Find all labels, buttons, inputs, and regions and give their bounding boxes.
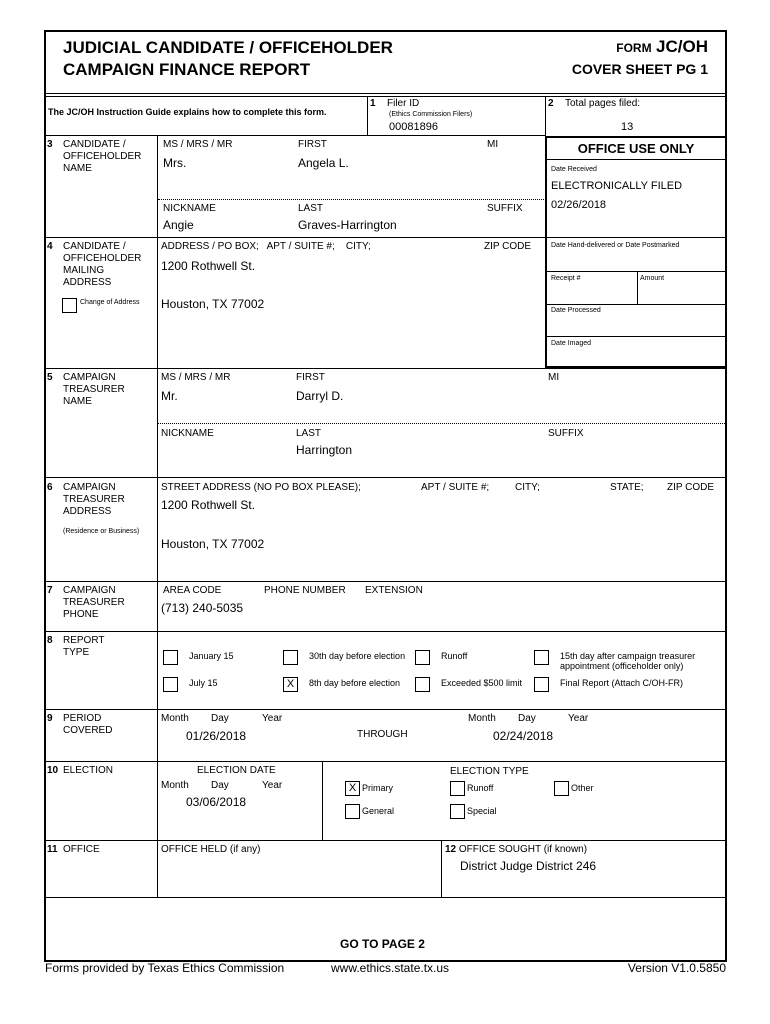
period-to-date[interactable]: 02/24/2018 (493, 729, 554, 743)
pages-label: Total pages filed: (565, 98, 641, 109)
sec8-label: REPORT TYPE (63, 635, 105, 658)
frame-top (44, 30, 727, 32)
treasurer-street[interactable]: 1200 Rothwell St. (161, 498, 256, 512)
candidate-city[interactable]: Houston, TX 77002 (161, 297, 265, 311)
form-id: JC/OH (656, 37, 708, 56)
sec7-num: 7 (47, 585, 53, 596)
sec9-h-year-to: Year (568, 713, 589, 724)
sec4-h-zip: ZIP CODE (484, 241, 532, 252)
sec6-sublabel: (Residence or Business) (63, 528, 140, 535)
filer-label: Filer ID (387, 98, 420, 109)
sec7-h-phone: PHONE NUMBER (264, 585, 346, 596)
date-imaged-label: Date Imaged (551, 340, 592, 347)
footer-website-link[interactable]: www.ethics.state.tx.us (331, 961, 450, 975)
election-general-checkbox[interactable] (345, 804, 360, 819)
through-label: THROUGH (357, 729, 408, 740)
sec5-label: CAMPAIGN TREASURER NAME (63, 372, 125, 407)
candidate-street[interactable]: 1200 Rothwell St. (161, 259, 256, 273)
report-exceeded-label: Exceeded $500 limit (441, 678, 523, 688)
sec8-num: 8 (47, 635, 53, 646)
treasurer-last-name[interactable]: Harrington (296, 443, 353, 457)
treasurer-prefix[interactable]: Mr. (161, 389, 178, 403)
election-special-label: Special (467, 806, 497, 816)
sec6-h-street: STREET ADDRESS (NO PO BOX PLEASE); (161, 482, 361, 493)
report-15day-label: 15th day after campaign treasurer appointment (officeholder only) (560, 651, 696, 671)
sec10-h-day: Day (211, 780, 229, 791)
candidate-prefix[interactable]: Mrs. (163, 156, 187, 170)
election-special-checkbox[interactable] (450, 804, 465, 819)
candidate-nickname[interactable]: Angie (163, 218, 194, 232)
sec4-h-address: ADDRESS / PO BOX; APT / SUITE #; CITY; (161, 241, 371, 252)
pages-num: 2 (548, 98, 554, 109)
election-other-checkbox[interactable] (554, 781, 569, 796)
sec7-h-area: AREA CODE (163, 585, 222, 596)
sec6-h-apt: APT / SUITE #; (421, 482, 490, 493)
sec10-num: 10 (47, 765, 59, 776)
sec10-label: ELECTION (63, 765, 114, 776)
sec6-h-city: CITY; (515, 482, 540, 493)
report-8day-label: 8th day before election (309, 678, 401, 688)
sec12-num: 12 (445, 844, 457, 855)
form-label: FORM (616, 41, 652, 55)
sec10-h-month: Month (161, 780, 189, 791)
sec10-h-year: Year (262, 780, 283, 791)
report-runoff-label: Runoff (441, 651, 468, 661)
sec11-label: OFFICE (63, 844, 100, 855)
sec9-h-day-from: Day (211, 713, 229, 724)
amount-label: Amount (640, 275, 665, 282)
report-jul15-checkbox[interactable] (163, 677, 178, 692)
sec5-h-first: FIRST (296, 372, 325, 383)
sec5-h-prefix: MS / MRS / MR (161, 372, 231, 383)
office-sought-value[interactable]: District Judge District 246 (460, 859, 597, 873)
form-title-line2: CAMPAIGN FINANCE REPORT (63, 60, 311, 79)
treasurer-phone[interactable]: (713) 240-5035 (161, 601, 244, 615)
sec4-num: 4 (47, 241, 53, 252)
sec11-num: 11 (47, 844, 58, 855)
sec5-num: 5 (47, 372, 53, 383)
treasurer-city[interactable]: Houston, TX 77002 (161, 537, 265, 551)
report-jan15-label: January 15 (189, 651, 234, 661)
sec7-h-ext: EXTENSION (365, 585, 423, 596)
sec3-h-mi: MI (487, 139, 499, 150)
sec6-num: 6 (47, 482, 53, 493)
election-type-header: ELECTION TYPE (450, 766, 529, 777)
candidate-first-name[interactable]: Angela L. (298, 156, 349, 170)
instructions-text: The JC/OH Instruction Guide explains how to complete this form. (48, 107, 327, 117)
report-8day-checkbox[interactable]: X (283, 677, 298, 692)
sec5-h-suffix: SUFFIX (548, 428, 584, 439)
sec9-label: PERIOD COVERED (63, 713, 113, 736)
sec3-h-last: LAST (298, 203, 324, 214)
sec7-label: CAMPAIGN TREASURER PHONE (63, 585, 125, 620)
sec6-h-state: STATE; (610, 482, 644, 493)
filer-num: 1 (370, 98, 376, 109)
change-of-address-label: Change of Address (80, 299, 140, 306)
sec3-label: CANDIDATE / OFFICEHOLDER NAME (63, 139, 142, 174)
election-runoff-label: Runoff (467, 783, 494, 793)
sec3-h-nickname: NICKNAME (163, 203, 216, 214)
office-use-title: OFFICE USE ONLY (577, 141, 695, 156)
report-jan15-checkbox[interactable] (163, 650, 178, 665)
sec6-label: CAMPAIGN TREASURER ADDRESS (63, 482, 125, 517)
hand-delivered-label: Date Hand-delivered or Date Postmarked (551, 242, 680, 249)
election-date-header: ELECTION DATE (197, 765, 276, 776)
form-title-line1: JUDICIAL CANDIDATE / OFFICEHOLDER (63, 38, 393, 57)
report-final-label: Final Report (Attach C/OH-FR) (560, 678, 684, 688)
election-primary-label: Primary (362, 783, 393, 793)
go-to-page-2: GO TO PAGE 2 (340, 937, 425, 951)
footer-provider: Forms provided by Texas Ethics Commission (45, 961, 285, 975)
sec4-label: CANDIDATE / OFFICEHOLDER MAILING ADDRESS (63, 241, 142, 288)
filing-status: ELECTRONICALLY FILED (551, 180, 683, 192)
sec5-h-last: LAST (296, 428, 322, 439)
sec3-h-first: FIRST (298, 139, 327, 150)
report-runoff-checkbox[interactable] (415, 650, 430, 665)
report-final-checkbox[interactable] (534, 677, 549, 692)
sec5-h-mi: MI (548, 372, 560, 383)
election-other-label: Other (571, 783, 594, 793)
cover-sheet-label: COVER SHEET PG 1 (571, 61, 708, 77)
receipt-label: Receipt # (551, 275, 581, 282)
election-runoff-checkbox[interactable] (450, 781, 465, 796)
office-sought-header (445, 844, 587, 855)
treasurer-first-name[interactable]: Darryl D. (296, 389, 344, 403)
report-30day-checkbox[interactable] (283, 650, 298, 665)
sec5-h-nickname: NICKNAME (161, 428, 214, 439)
sec3-h-suffix: SUFFIX (487, 203, 523, 214)
report-exceeded-checkbox[interactable] (415, 677, 430, 692)
date-received-value: 02/26/2018 (551, 199, 607, 211)
candidate-last-name[interactable]: Graves-Harrington (298, 218, 397, 232)
election-primary-checkbox[interactable]: X (345, 781, 360, 796)
sec9-num: 9 (47, 713, 53, 724)
footer-version: Version V1.0.5850 (627, 961, 726, 975)
sec3-h-prefix: MS / MRS / MR (163, 139, 233, 150)
total-pages-value[interactable]: 13 (621, 121, 634, 133)
period-from-date[interactable]: 01/26/2018 (186, 729, 247, 743)
frame-left (44, 30, 46, 962)
sec3-num: 3 (47, 139, 53, 150)
election-general-label: General (362, 806, 395, 816)
report-jul15-label: July 15 (189, 678, 218, 688)
change-of-address-checkbox[interactable] (62, 298, 77, 313)
date-received-label: Date Received (551, 166, 597, 173)
sec9-h-day-to: Day (518, 713, 536, 724)
sec9-h-month-from: Month (161, 713, 189, 724)
filer-sublabel: (Ethics Commission Filers) (389, 111, 473, 118)
sec6-h-zip: ZIP CODE (667, 482, 715, 493)
sec9-h-month-to: Month (468, 713, 496, 724)
election-date-value[interactable]: 03/06/2018 (186, 795, 247, 809)
sec12-label: OFFICE SOUGHT (if known) (458, 844, 588, 855)
sec9-h-year-from: Year (262, 713, 283, 724)
report-30day-label: 30th day before election (309, 651, 406, 661)
office-held-header: OFFICE HELD (if any) (161, 844, 261, 855)
filer-id-value[interactable]: 00081896 (389, 121, 438, 133)
date-processed-label: Date Processed (551, 307, 601, 314)
report-15day-checkbox[interactable] (534, 650, 549, 665)
form-code (616, 37, 708, 57)
